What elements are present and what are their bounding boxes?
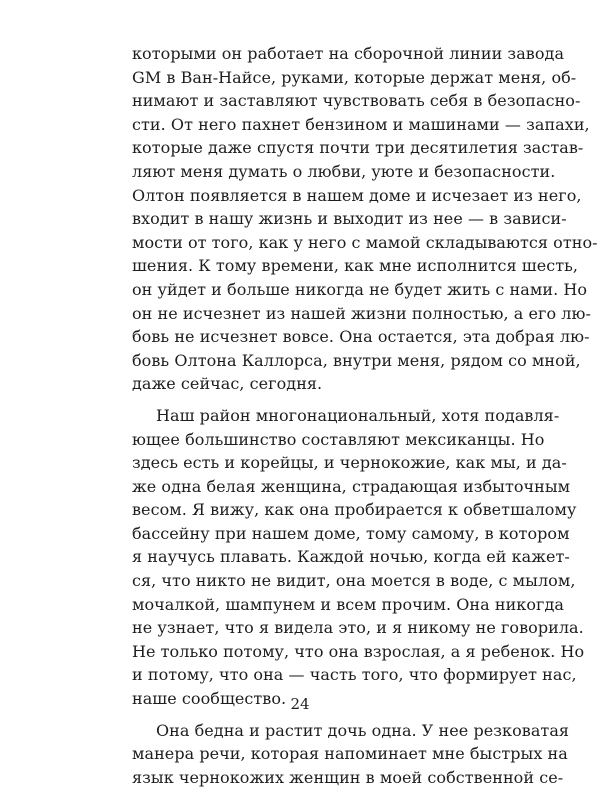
paragraph xyxy=(132,719,570,789)
text-line: наше сообщество. xyxy=(132,689,287,709)
text-line: Не только потому, что она взрослая, а я ребенок. Но xyxy=(132,641,585,661)
text-line: ляют меня думать о любви, уюте и безопасности. xyxy=(132,161,556,181)
text-line: нимают и заставляют чувствовать себя в безопасно- xyxy=(132,91,581,111)
text-line: здесь есть и корейцы, и чернокожие, как мы, и да- xyxy=(132,453,567,473)
text-line: которые даже спустя почти три десятилетия застав- xyxy=(132,138,584,158)
text-line: мости от того, как у него с мамой складываются отно- xyxy=(132,232,598,252)
text-line: входит в нашу жизнь и выходит из нее — в зависи- xyxy=(132,209,567,229)
text-line: GM в Ван-Найсе, руками, которые держат меня, об- xyxy=(132,67,577,87)
text-line: он не исчезнет из нашей жизни полностью, а его лю- xyxy=(132,303,591,323)
text-line: которыми он работает на сборочной линии завода xyxy=(132,44,565,63)
paragraph xyxy=(132,404,585,711)
text-line: язык чернокожих женщин в моей собственной се- xyxy=(132,767,564,787)
text-line: и потому, что она — часть того, что формирует нас, xyxy=(132,665,577,685)
text-line: весом. Я вижу, как она пробирается к обветшалому xyxy=(132,500,577,520)
page-number: 24 xyxy=(290,695,310,713)
text-line: Наш район многонациональный, хотя подавля- xyxy=(156,405,560,425)
paragraph-gap xyxy=(132,396,507,404)
text-line: не узнает, что я видела это, и я никому не говорила. xyxy=(132,618,584,638)
text-line: бовь не исчезнет вовсе. Она остается, эта добрая лю- xyxy=(132,327,590,347)
text-line: Она бедна и растит дочь одна. У нее резковатая xyxy=(156,720,570,740)
text-line: сти. От него пахнет бензином и машинами — запахи, xyxy=(132,114,590,134)
text-line: бовь Олтона Каллорса, внутри меня, рядом со мной, xyxy=(132,350,581,370)
text-line: ющее большинство составляют мексиканцы. Но xyxy=(132,429,545,449)
text-line: я научусь плавать. Каждой ночью, когда ей кажет- xyxy=(132,547,570,567)
text-line: ся, что никто не видит, она моется в воде, с мылом, xyxy=(132,571,576,591)
text-line: Олтон появляется в нашем доме и исчезает из него, xyxy=(132,185,582,205)
text-line: же одна белая женщина, страдающая избыточным xyxy=(132,476,571,496)
paragraph xyxy=(132,42,598,396)
body-text xyxy=(132,42,598,789)
text-line: он уйдет и больше никогда не будет жить с нами. Но xyxy=(132,279,588,299)
text-line: мочалкой, шампунем и всем прочим. Она никогда xyxy=(132,594,564,614)
text-line: даже сейчас, сегодня. xyxy=(132,374,323,394)
text-line: шения. К тому времени, как мне исполнится шесть, xyxy=(132,256,579,276)
text-line: бассейну при нашем доме, тому самому, в котором xyxy=(132,523,570,543)
text-line: манера речи, которая напоминает мне быстрых на xyxy=(132,744,568,764)
